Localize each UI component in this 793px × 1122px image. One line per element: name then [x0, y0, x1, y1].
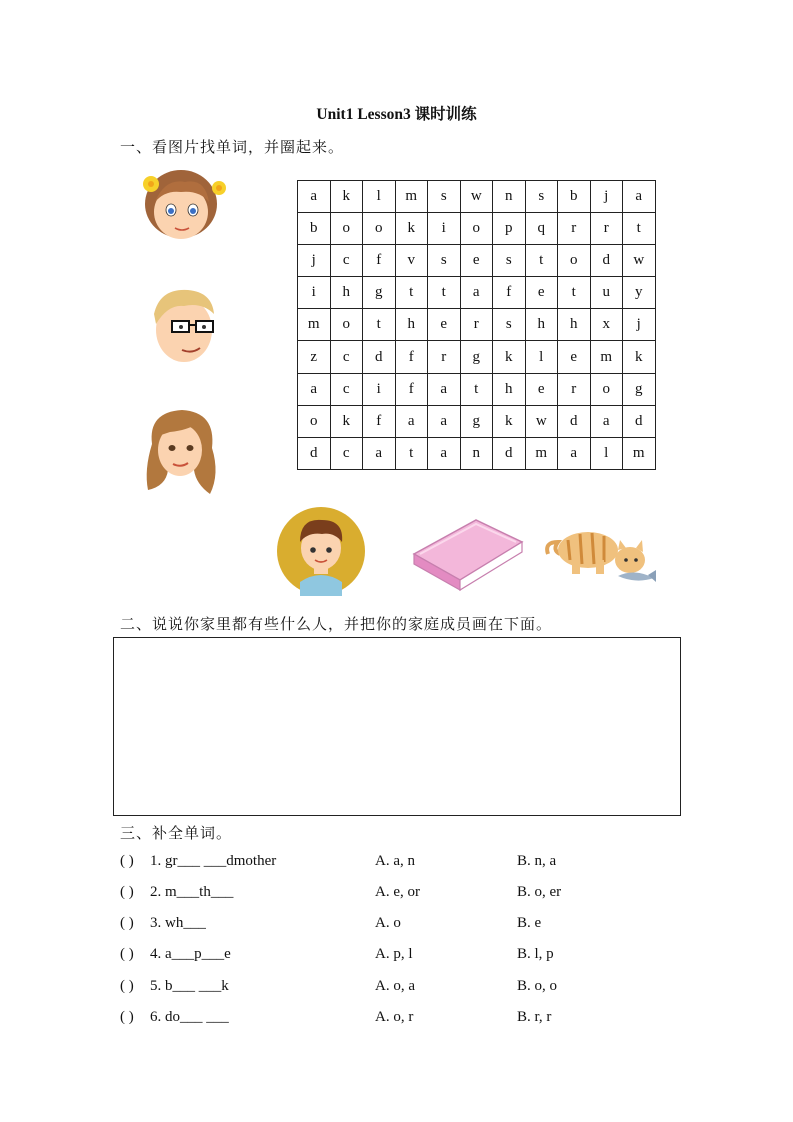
grid-cell[interactable]: b	[558, 181, 591, 213]
grid-cell[interactable]: g	[623, 373, 656, 405]
grid-cell[interactable]: w	[525, 405, 558, 437]
girl-face-icon	[135, 166, 231, 244]
drawing-area[interactable]	[113, 637, 681, 816]
grid-cell[interactable]: w	[623, 245, 656, 277]
grid-cell[interactable]: s	[493, 309, 526, 341]
grid-cell[interactable]: m	[395, 181, 428, 213]
grid-cell[interactable]: a	[558, 437, 591, 469]
grid-cell[interactable]: h	[525, 309, 558, 341]
answer-blank[interactable]: ( )	[120, 915, 134, 931]
grid-cell[interactable]: d	[493, 437, 526, 469]
grid-cell[interactable]: t	[623, 213, 656, 245]
grid-cell[interactable]: t	[363, 309, 396, 341]
question-stem: 5. b___ ___k	[150, 978, 229, 994]
grid-cell[interactable]: c	[330, 341, 363, 373]
grid-cell[interactable]: n	[493, 181, 526, 213]
grid-cell[interactable]: k	[493, 405, 526, 437]
grid-row	[298, 213, 656, 245]
grid-cell[interactable]: o	[590, 373, 623, 405]
grid-cell[interactable]: c	[330, 245, 363, 277]
section3-heading: 三、补全单词。	[120, 826, 233, 842]
answer-blank[interactable]: ( )	[120, 946, 134, 962]
grid-cell[interactable]: r	[428, 341, 461, 373]
grid-cell[interactable]: n	[460, 437, 493, 469]
grid-cell[interactable]: d	[298, 437, 331, 469]
grid-cell[interactable]: j	[623, 309, 656, 341]
option-b: B. r, r	[517, 1009, 552, 1025]
grid-cell[interactable]: a	[460, 277, 493, 309]
grid-cell[interactable]: e	[525, 373, 558, 405]
grid-cell[interactable]: t	[525, 245, 558, 277]
grid-cell[interactable]: a	[298, 181, 331, 213]
grid-cell[interactable]: g	[460, 405, 493, 437]
option-a: A. o, r	[375, 1009, 414, 1025]
boy-face-icon	[276, 506, 366, 596]
grid-cell[interactable]: m	[298, 309, 331, 341]
answer-blank[interactable]: ( )	[120, 1009, 134, 1025]
grid-cell[interactable]: k	[330, 405, 363, 437]
grid-cell[interactable]: r	[590, 213, 623, 245]
option-b: B. o, o	[517, 978, 558, 994]
grid-cell[interactable]: t	[558, 277, 591, 309]
grid-cell[interactable]: a	[428, 373, 461, 405]
page-title: Unit1 Lesson3 课时训练	[316, 106, 477, 123]
grid-row	[298, 437, 656, 469]
grid-cell[interactable]: m	[525, 437, 558, 469]
grid-cell[interactable]: x	[590, 309, 623, 341]
grid-cell[interactable]: r	[558, 373, 591, 405]
grid-cell[interactable]: s	[525, 181, 558, 213]
grid-cell[interactable]: w	[460, 181, 493, 213]
grid-cell[interactable]: l	[590, 437, 623, 469]
grid-row	[298, 245, 656, 277]
grid-cell[interactable]: e	[428, 309, 461, 341]
answer-blank[interactable]: ( )	[120, 853, 134, 869]
grid-cell[interactable]: f	[395, 373, 428, 405]
option-b: B. n, a	[517, 853, 557, 869]
grid-cell[interactable]: e	[525, 277, 558, 309]
grid-cell[interactable]: r	[558, 213, 591, 245]
grid-cell[interactable]: c	[330, 373, 363, 405]
grid-cell[interactable]: a	[363, 437, 396, 469]
answer-blank[interactable]: ( )	[120, 978, 134, 994]
man-with-glasses-icon	[142, 284, 224, 366]
grid-cell[interactable]: h	[558, 309, 591, 341]
section1-heading: 一、看图片找单词，并圈起来。	[120, 140, 345, 156]
option-a: A. e, or	[375, 884, 420, 900]
grid-cell[interactable]: p	[493, 213, 526, 245]
grid-cell[interactable]: a	[428, 437, 461, 469]
grid-cell[interactable]: t	[428, 277, 461, 309]
grid-cell[interactable]: b	[298, 213, 331, 245]
grid-cell[interactable]: h	[493, 373, 526, 405]
grid-cell[interactable]: a	[395, 405, 428, 437]
grid-cell[interactable]: f	[363, 405, 396, 437]
grid-cell[interactable]: t	[395, 437, 428, 469]
grid-cell[interactable]: i	[363, 373, 396, 405]
grid-cell[interactable]: s	[493, 245, 526, 277]
question-stem: 3. wh___	[150, 915, 206, 931]
grid-cell[interactable]: h	[330, 277, 363, 309]
grid-cell[interactable]: f	[493, 277, 526, 309]
cat-icon	[544, 520, 658, 588]
grid-cell[interactable]: u	[590, 277, 623, 309]
grid-cell[interactable]: e	[558, 341, 591, 373]
option-a: A. o, a	[375, 978, 415, 994]
grid-row	[298, 341, 656, 373]
grid-cell[interactable]: d	[590, 245, 623, 277]
grid-cell[interactable]: s	[428, 245, 461, 277]
grid-cell[interactable]: c	[330, 437, 363, 469]
grid-cell[interactable]: o	[298, 405, 331, 437]
grid-cell[interactable]: a	[590, 405, 623, 437]
grid-cell[interactable]: d	[558, 405, 591, 437]
grid-cell[interactable]: k	[330, 181, 363, 213]
grid-row	[298, 373, 656, 405]
grid-cell[interactable]: k	[493, 341, 526, 373]
section2-heading: 二、说说你家里都有些什么人，并把你的家庭成员画在下面。	[120, 617, 553, 633]
answer-blank[interactable]: ( )	[120, 884, 134, 900]
grid-cell[interactable]: d	[363, 341, 396, 373]
grid-cell[interactable]: j	[298, 245, 331, 277]
grid-cell[interactable]: l	[363, 181, 396, 213]
grid-row	[298, 277, 656, 309]
grid-row	[298, 181, 656, 213]
grid-cell[interactable]: o	[558, 245, 591, 277]
option-b: B. e	[517, 915, 542, 931]
grid-cell[interactable]: s	[428, 181, 461, 213]
grid-cell[interactable]: f	[363, 245, 396, 277]
grid-cell[interactable]: z	[298, 341, 331, 373]
grid-cell[interactable]: f	[395, 341, 428, 373]
grid-cell[interactable]: o	[330, 213, 363, 245]
grid-row	[298, 309, 656, 341]
option-a: A. a, n	[375, 853, 415, 869]
grid-cell[interactable]: v	[395, 245, 428, 277]
question-stem: 6. do___ ___	[150, 1009, 229, 1025]
option-b: B. o, er	[517, 884, 562, 900]
grid-cell[interactable]: o	[330, 309, 363, 341]
question-stem: 2. m___th___	[150, 884, 234, 900]
grid-row	[298, 405, 656, 437]
grid-cell[interactable]: h	[395, 309, 428, 341]
word-search-grid	[297, 180, 656, 470]
question-stem: 1. gr___ ___dmother	[150, 853, 277, 869]
grid-cell[interactable]: a	[298, 373, 331, 405]
book-icon	[410, 514, 526, 594]
question-stem: 4. a___p___e	[150, 946, 231, 962]
grid-cell[interactable]: g	[460, 341, 493, 373]
grid-cell[interactable]: k	[623, 341, 656, 373]
grid-cell[interactable]: k	[395, 213, 428, 245]
grid-cell[interactable]: o	[460, 213, 493, 245]
grid-cell[interactable]: o	[363, 213, 396, 245]
grid-cell[interactable]: t	[395, 277, 428, 309]
grid-cell[interactable]: g	[363, 277, 396, 309]
option-b: B. l, p	[517, 946, 554, 962]
grid-cell[interactable]: t	[460, 373, 493, 405]
grid-cell[interactable]: q	[525, 213, 558, 245]
grid-cell[interactable]: d	[623, 405, 656, 437]
grid-cell[interactable]: j	[590, 181, 623, 213]
grid-cell[interactable]: a	[428, 405, 461, 437]
grid-cell[interactable]: m	[590, 341, 623, 373]
grid-cell[interactable]: i	[298, 277, 331, 309]
grid-cell[interactable]: a	[623, 181, 656, 213]
grid-cell[interactable]: y	[623, 277, 656, 309]
grid-cell[interactable]: e	[460, 245, 493, 277]
grid-cell[interactable]: i	[428, 213, 461, 245]
option-a: A. o	[375, 915, 401, 931]
grid-cell[interactable]: r	[460, 309, 493, 341]
grid-cell[interactable]: m	[623, 437, 656, 469]
woman-face-icon	[140, 404, 222, 498]
option-a: A. p, l	[375, 946, 413, 962]
grid-cell[interactable]: l	[525, 341, 558, 373]
